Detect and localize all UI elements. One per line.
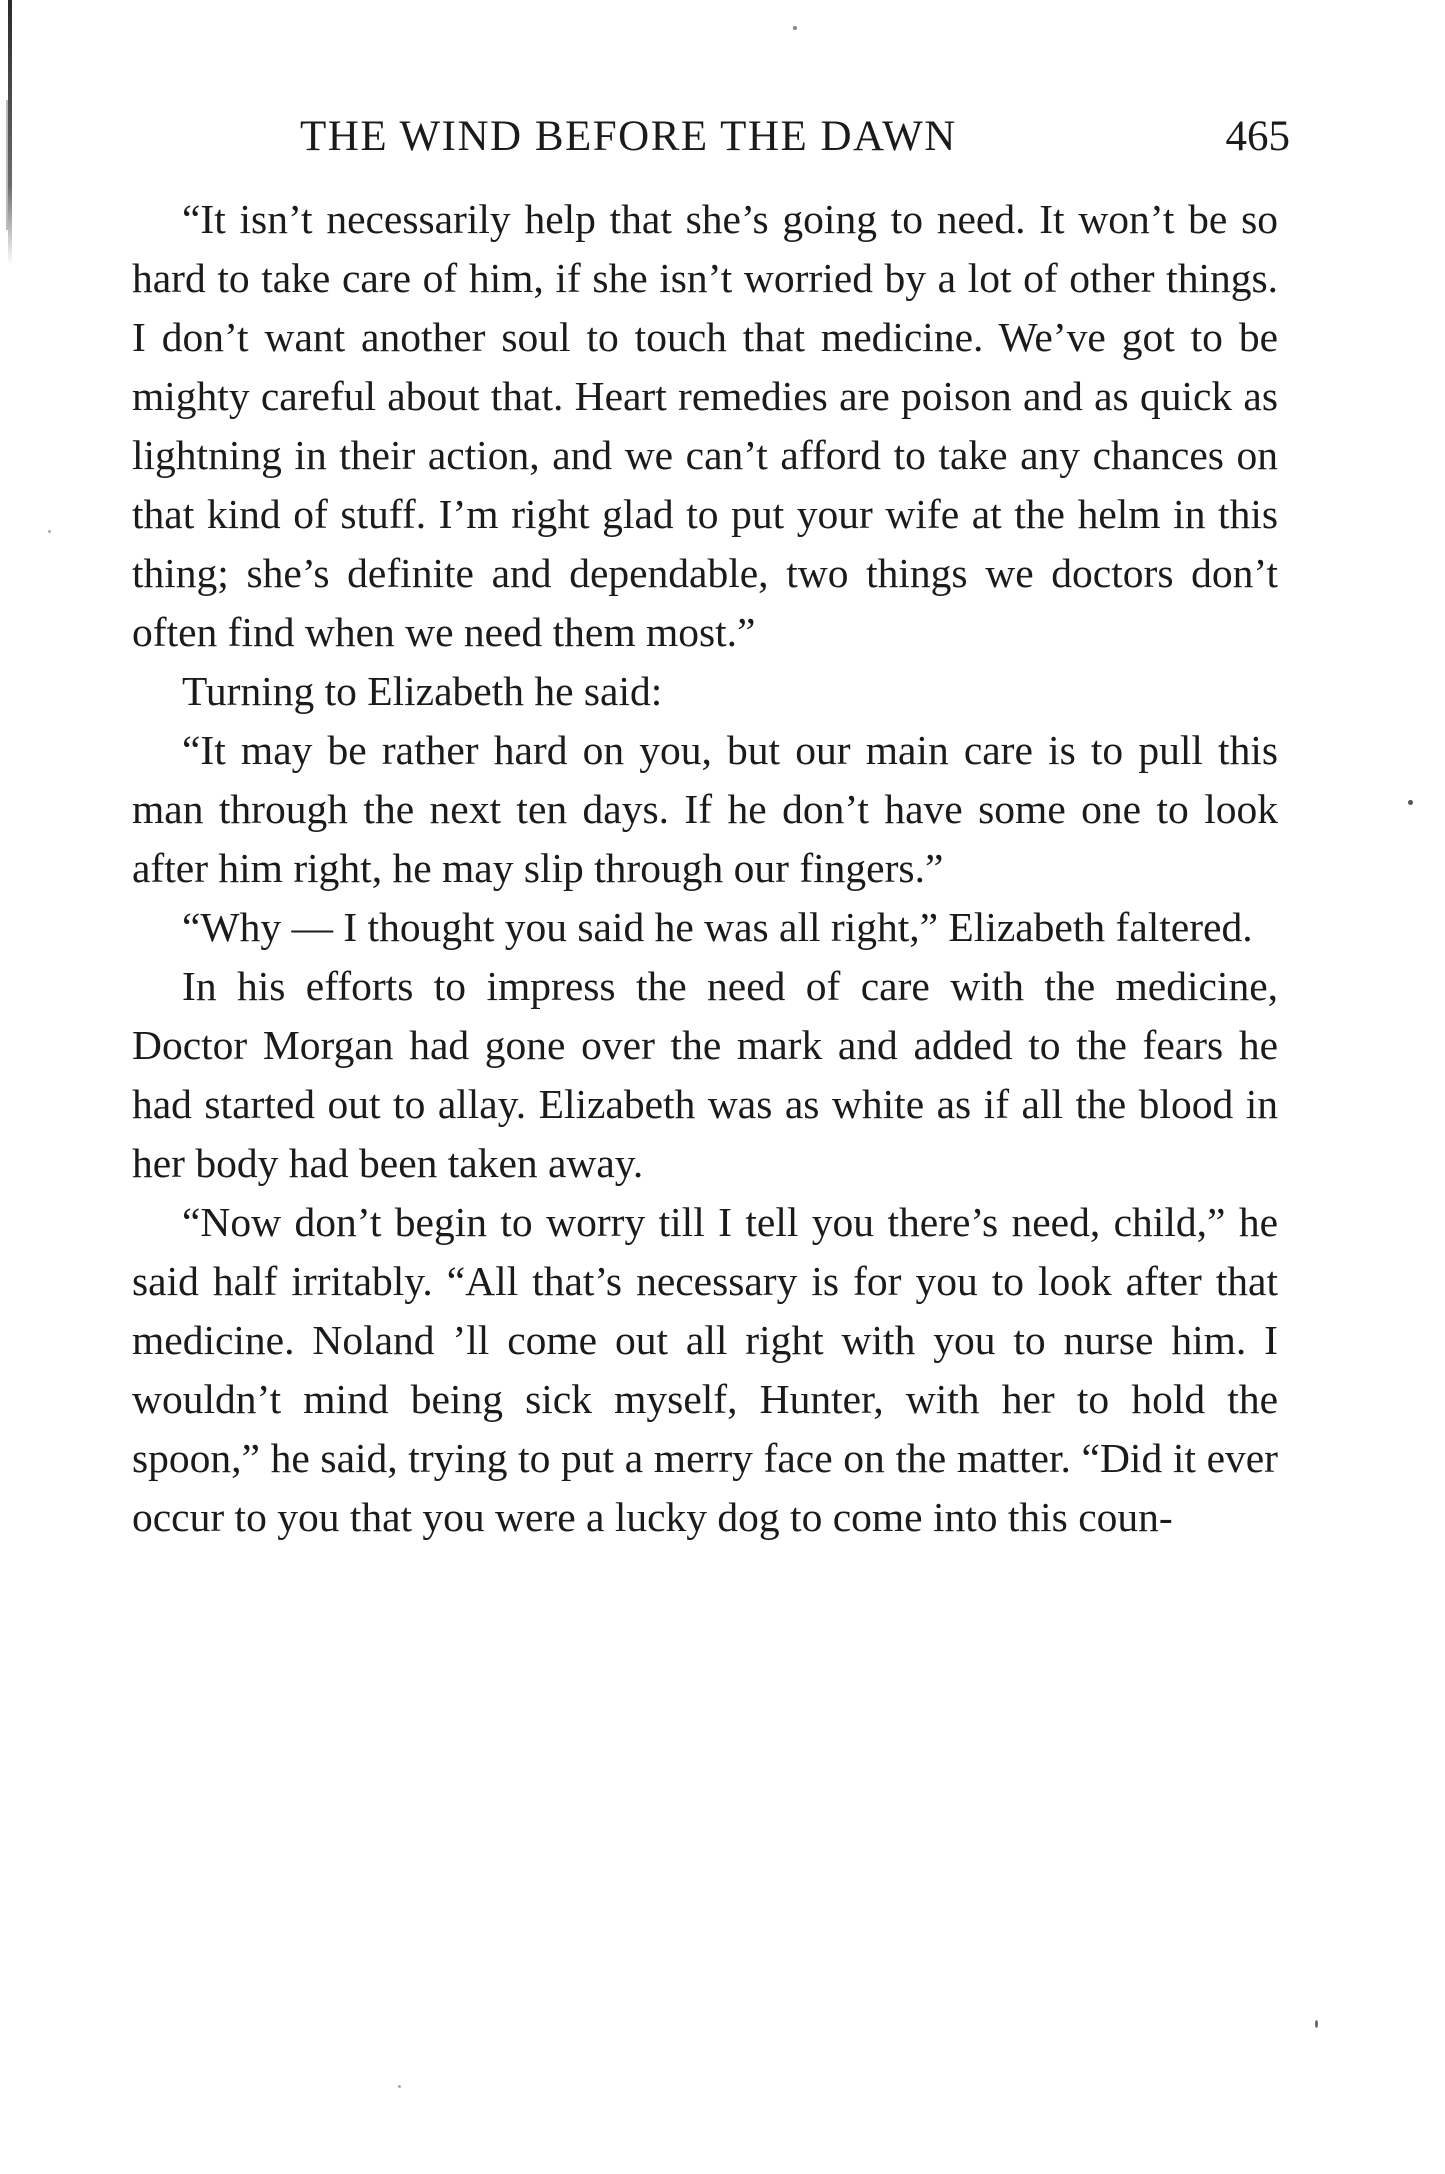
paragraph: “It isn’t necessarily help that she’s going to need. It won’t be so hard to take care of him, if she isn’t worried by a lot of other things. I don’t want another soul to touch that medicine. We’ve got to be mighty careful about that. Heart remedies are poison and as quick as lightning in their action, and we can’t afford to take any chances on that kind of stuff. I’m right glad to put your wife at the helm in this thing; she’s definite and dependable, two things we doctors don’t often find when we need them most.” (132, 196, 1278, 655)
paragraph: In his efforts to impress the need of care with the medicine, Doctor Morgan had gone over the mark and added to the fears he had started out to allay. Elizabeth was as white as if all the blood in her body had been taken away. (132, 963, 1278, 1186)
running-title: THE WIND BEFORE THE DAWN (300, 113, 957, 160)
running-head (300, 112, 1290, 172)
paper-speck (398, 2085, 401, 2088)
paragraph: “It may be rather hard on you, but our main care is to pull this man through the next ten days. If he don’t have some one to look after him right, he may slip through our fingers.” (132, 727, 1278, 891)
paragraph: “Now don’t begin to worry till I tell you there’s need, child,” he said half irritably. “All that’s necessary is for you to look after that medicine. Noland ’ll come out all right with you to nurse him. I wouldn’t mind being sick myself, Hunter, with her to hold the spoon,” he said, trying to put a merry face on the matter. “Did it ever occur to you that you were a lucky dog to come into this coun- (132, 1199, 1278, 1540)
body-text (132, 190, 1278, 1547)
paper-speck (1315, 2020, 1318, 2028)
paper-speck (48, 530, 51, 533)
page-number: 465 (1225, 113, 1290, 160)
paper-speck (793, 26, 797, 30)
paragraph: Turning to Elizabeth he said: (182, 668, 663, 714)
paragraph: “Why — I thought you said he was all right,” Elizabeth faltered. (182, 904, 1253, 950)
binding-edge-shadow-secondary (6, 100, 8, 230)
binding-edge-shadow (8, 0, 12, 265)
paper-speck (1408, 800, 1413, 805)
